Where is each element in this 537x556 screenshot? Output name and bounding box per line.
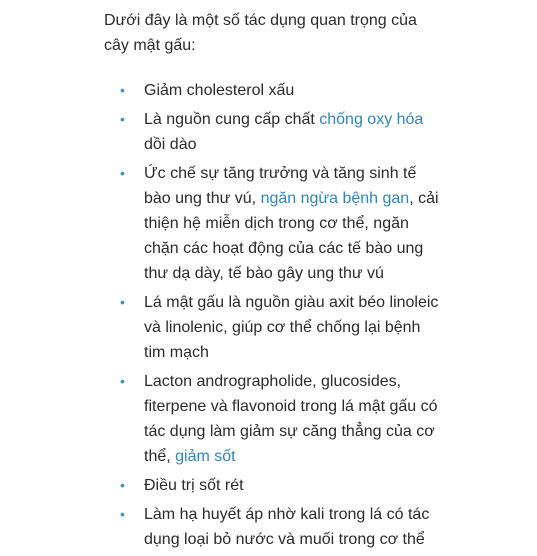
link-fever[interactable]: giảm sốt — [175, 448, 236, 465]
list-item-text: Là nguồn cung cấp chất — [144, 111, 320, 128]
list-item-text: Lacton andrographolide, glucosides, fiterpene và flavonoid trong lá mật gấu có tác dụng làm giảm sự căng thẳng của cơ thể, — [144, 373, 438, 465]
list-item — [0, 473, 444, 498]
list-item-text: Ức chế sự tăng trưởng và tăng sinh tế bào ung thư vú, — [144, 165, 417, 207]
benefits-list — [0, 78, 537, 556]
list-item-text: Giảm cholesterol xấu — [144, 82, 295, 99]
intro-paragraph: Dưới đây là một số tác dụng quan trọng của cây mật gấu: — [104, 12, 417, 54]
bullet-icon: • — [120, 82, 125, 98]
list-item — [0, 502, 444, 552]
list-item — [0, 161, 444, 286]
list-item-text: , cải thiện hệ miễn dịch trong cơ thể, ngăn chặn các hoạt động của các tế bào ung thư dạ dày, tế bào gây ung thư vú — [144, 190, 439, 282]
bullet-icon: • — [120, 294, 125, 310]
bullet-icon: • — [120, 373, 125, 389]
bullet-icon: • — [120, 111, 125, 127]
bullet-icon: • — [120, 506, 125, 522]
list-item-text: Điều trị sốt rét — [144, 477, 244, 494]
list-item-text: dồi dào — [144, 136, 197, 153]
list-item — [0, 369, 444, 469]
list-item — [0, 78, 444, 103]
list-item — [0, 290, 444, 365]
link-antioxidant[interactable]: chống oxy hóa — [319, 111, 424, 128]
bullet-icon: • — [120, 165, 125, 181]
bullet-icon: • — [120, 477, 125, 493]
list-item — [0, 107, 444, 157]
link-liver-disease[interactable]: ngăn ngừa bệnh gan — [260, 190, 410, 207]
list-item-text: Làm hạ huyết áp nhờ kali trong lá có tác dụng loại bỏ nước và muối trong cơ thể — [144, 506, 430, 548]
list-item-text: Lá mật gấu là nguồn giàu axit béo linoleic và linolenic, giúp cơ thể chống lại bệnh tim mạch — [144, 294, 439, 361]
